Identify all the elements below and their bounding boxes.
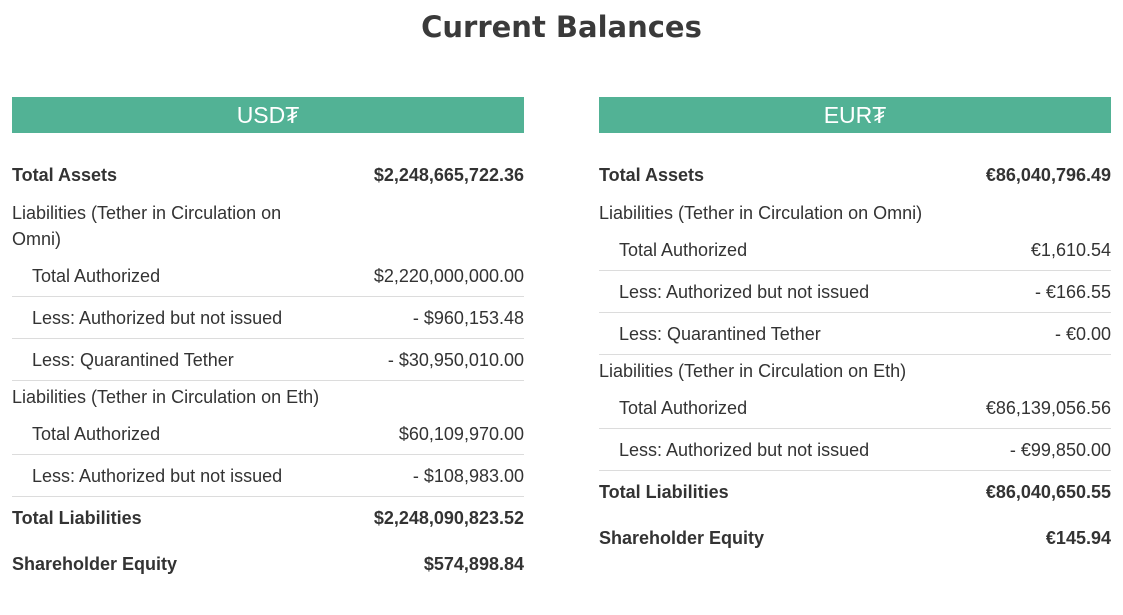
usd-omni-not-issued-row xyxy=(12,297,524,339)
usd-omni-row-label: Less: Quarantined Tether xyxy=(32,349,234,370)
eur-eth-row-label: Total Authorized xyxy=(619,397,748,418)
eur-omni-row-value: - €166.55 xyxy=(1034,281,1111,302)
usd-eth-row-value: $60,109,970.00 xyxy=(398,423,524,444)
usd-balance-rows xyxy=(12,162,524,589)
usd-omni-row-value: $2,220,000,000.00 xyxy=(373,265,524,286)
eur-total-assets-value: €86,040,796.49 xyxy=(985,165,1111,185)
eur-omni-liabilities-heading xyxy=(599,197,1111,229)
usd-eth-row-value: - $108,983.00 xyxy=(412,465,524,486)
usd-omni-liabilities-heading xyxy=(12,197,524,255)
usd-omni-row-value: - $30,950,010.00 xyxy=(387,349,524,370)
eur-omni-row-value: - €0.00 xyxy=(1054,323,1111,344)
eur-eth-liabilities-label: Liabilities (Tether in Circulation on Eth) xyxy=(599,361,907,381)
eur-omni-row-value: €1,610.54 xyxy=(1030,239,1111,260)
usd-total-liabilities-label: Total Liabilities xyxy=(12,508,142,528)
usd-omni-row-label: Less: Authorized but not issued xyxy=(32,307,283,328)
usd-total-liabilities-value: $2,248,090,823.52 xyxy=(373,508,524,528)
eur-eth-total-authorized-row xyxy=(599,387,1111,429)
eur-omni-total-authorized-row xyxy=(599,229,1111,271)
usd-balance-panel xyxy=(12,97,524,589)
eur-shareholder-equity-value: €145.94 xyxy=(1045,528,1111,548)
usd-total-liabilities-row xyxy=(12,497,524,539)
usd-eth-liabilities-heading xyxy=(12,381,524,413)
usd-eth-not-issued-row xyxy=(12,455,524,497)
eur-eth-row-label: Less: Authorized but not issued xyxy=(619,439,870,460)
usd-total-assets-row xyxy=(12,162,524,188)
eur-eth-row-value: - €99,850.00 xyxy=(1009,439,1111,460)
eur-total-liabilities-label: Total Liabilities xyxy=(599,482,729,502)
usd-eth-row-label: Total Authorized xyxy=(32,423,161,444)
eur-omni-row-label: Less: Authorized but not issued xyxy=(619,281,870,302)
eur-balance-rows xyxy=(599,162,1111,563)
usd-omni-total-authorized-row xyxy=(12,255,524,297)
eur-total-liabilities-value: €86,040,650.55 xyxy=(985,482,1111,502)
usd-panel-header: USD₮ xyxy=(12,97,524,133)
eur-eth-row-value: €86,139,056.56 xyxy=(985,397,1111,418)
eur-eth-not-issued-row xyxy=(599,429,1111,471)
usd-eth-total-authorized-row xyxy=(12,413,524,455)
usd-shareholder-equity-label: Shareholder Equity xyxy=(12,554,178,574)
eur-total-assets-row xyxy=(599,162,1111,188)
eur-omni-row-label: Less: Quarantined Tether xyxy=(619,323,821,344)
eur-omni-row-label: Total Authorized xyxy=(619,239,748,260)
eur-total-assets-label: Total Assets xyxy=(599,165,705,185)
usd-omni-quarantined-row xyxy=(12,339,524,381)
usd-total-assets-label: Total Assets xyxy=(12,165,118,185)
usd-total-assets-value: $2,248,665,722.36 xyxy=(373,165,524,185)
usd-shareholder-equity-row xyxy=(12,539,524,589)
usd-omni-liabilities-label: Liabilities (Tether in Circulation on Omni) xyxy=(12,203,282,249)
eur-shareholder-equity-label: Shareholder Equity xyxy=(599,528,765,548)
usd-omni-row-label: Total Authorized xyxy=(32,265,161,286)
usd-shareholder-equity-value: $574,898.84 xyxy=(423,554,524,574)
eur-balance-panel xyxy=(599,97,1111,563)
eur-omni-quarantined-row xyxy=(599,313,1111,355)
eur-eth-liabilities-heading xyxy=(599,355,1111,387)
usd-eth-row-label: Less: Authorized but not issued xyxy=(32,465,283,486)
eur-shareholder-equity-row xyxy=(599,513,1111,563)
eur-panel-header: EUR₮ xyxy=(599,97,1111,133)
eur-omni-not-issued-row xyxy=(599,271,1111,313)
page-title: Current Balances xyxy=(421,10,702,44)
eur-omni-liabilities-label: Liabilities (Tether in Circulation on Omni) xyxy=(599,203,923,223)
usd-omni-row-value: - $960,153.48 xyxy=(412,307,524,328)
usd-eth-liabilities-label: Liabilities (Tether in Circulation on Eth) xyxy=(12,387,320,407)
eur-total-liabilities-row xyxy=(599,471,1111,513)
